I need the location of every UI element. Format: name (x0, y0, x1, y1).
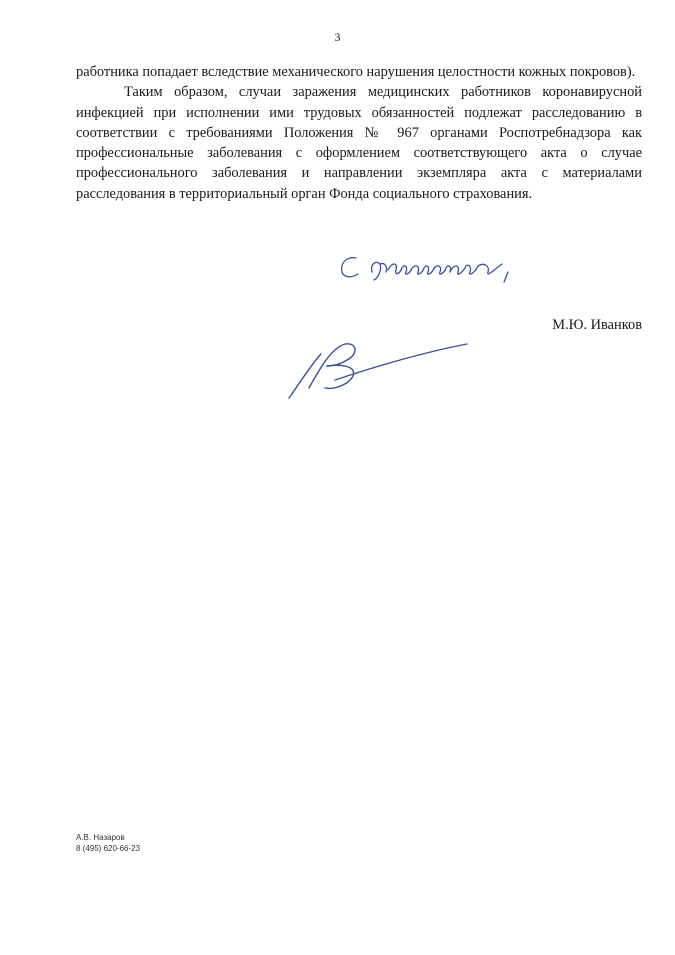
signatory-name: М.Ю. Иванков (552, 317, 642, 333)
handwritten-closing (338, 250, 528, 290)
paragraph-continuation: работника попадает вследствие механического нарушения целостности кожных покровов). (76, 64, 636, 80)
letter-body (76, 62, 642, 204)
executor-name: А.В. Назаров (76, 833, 125, 842)
executor-phone: 8 (495) 620-66-23 (76, 844, 141, 853)
signature (285, 340, 470, 402)
page-number: 3 (334, 30, 341, 44)
paragraph-conclusion: Таким образом, случаи заражения медицинских работников коронавирусной инфекцией при исполнении ими трудовых обязанностей подлежат расследованию в соответствии с требованиями Положения № 967 органами Роспотребнадзора как профессиональные заболевания с оформлением соответствующего акта о случае профессионального заболевания и направлении экземпляра акта с материалами расследования в территориальный орган Фонда социального страхования. (76, 84, 642, 202)
executor-block (76, 832, 140, 854)
